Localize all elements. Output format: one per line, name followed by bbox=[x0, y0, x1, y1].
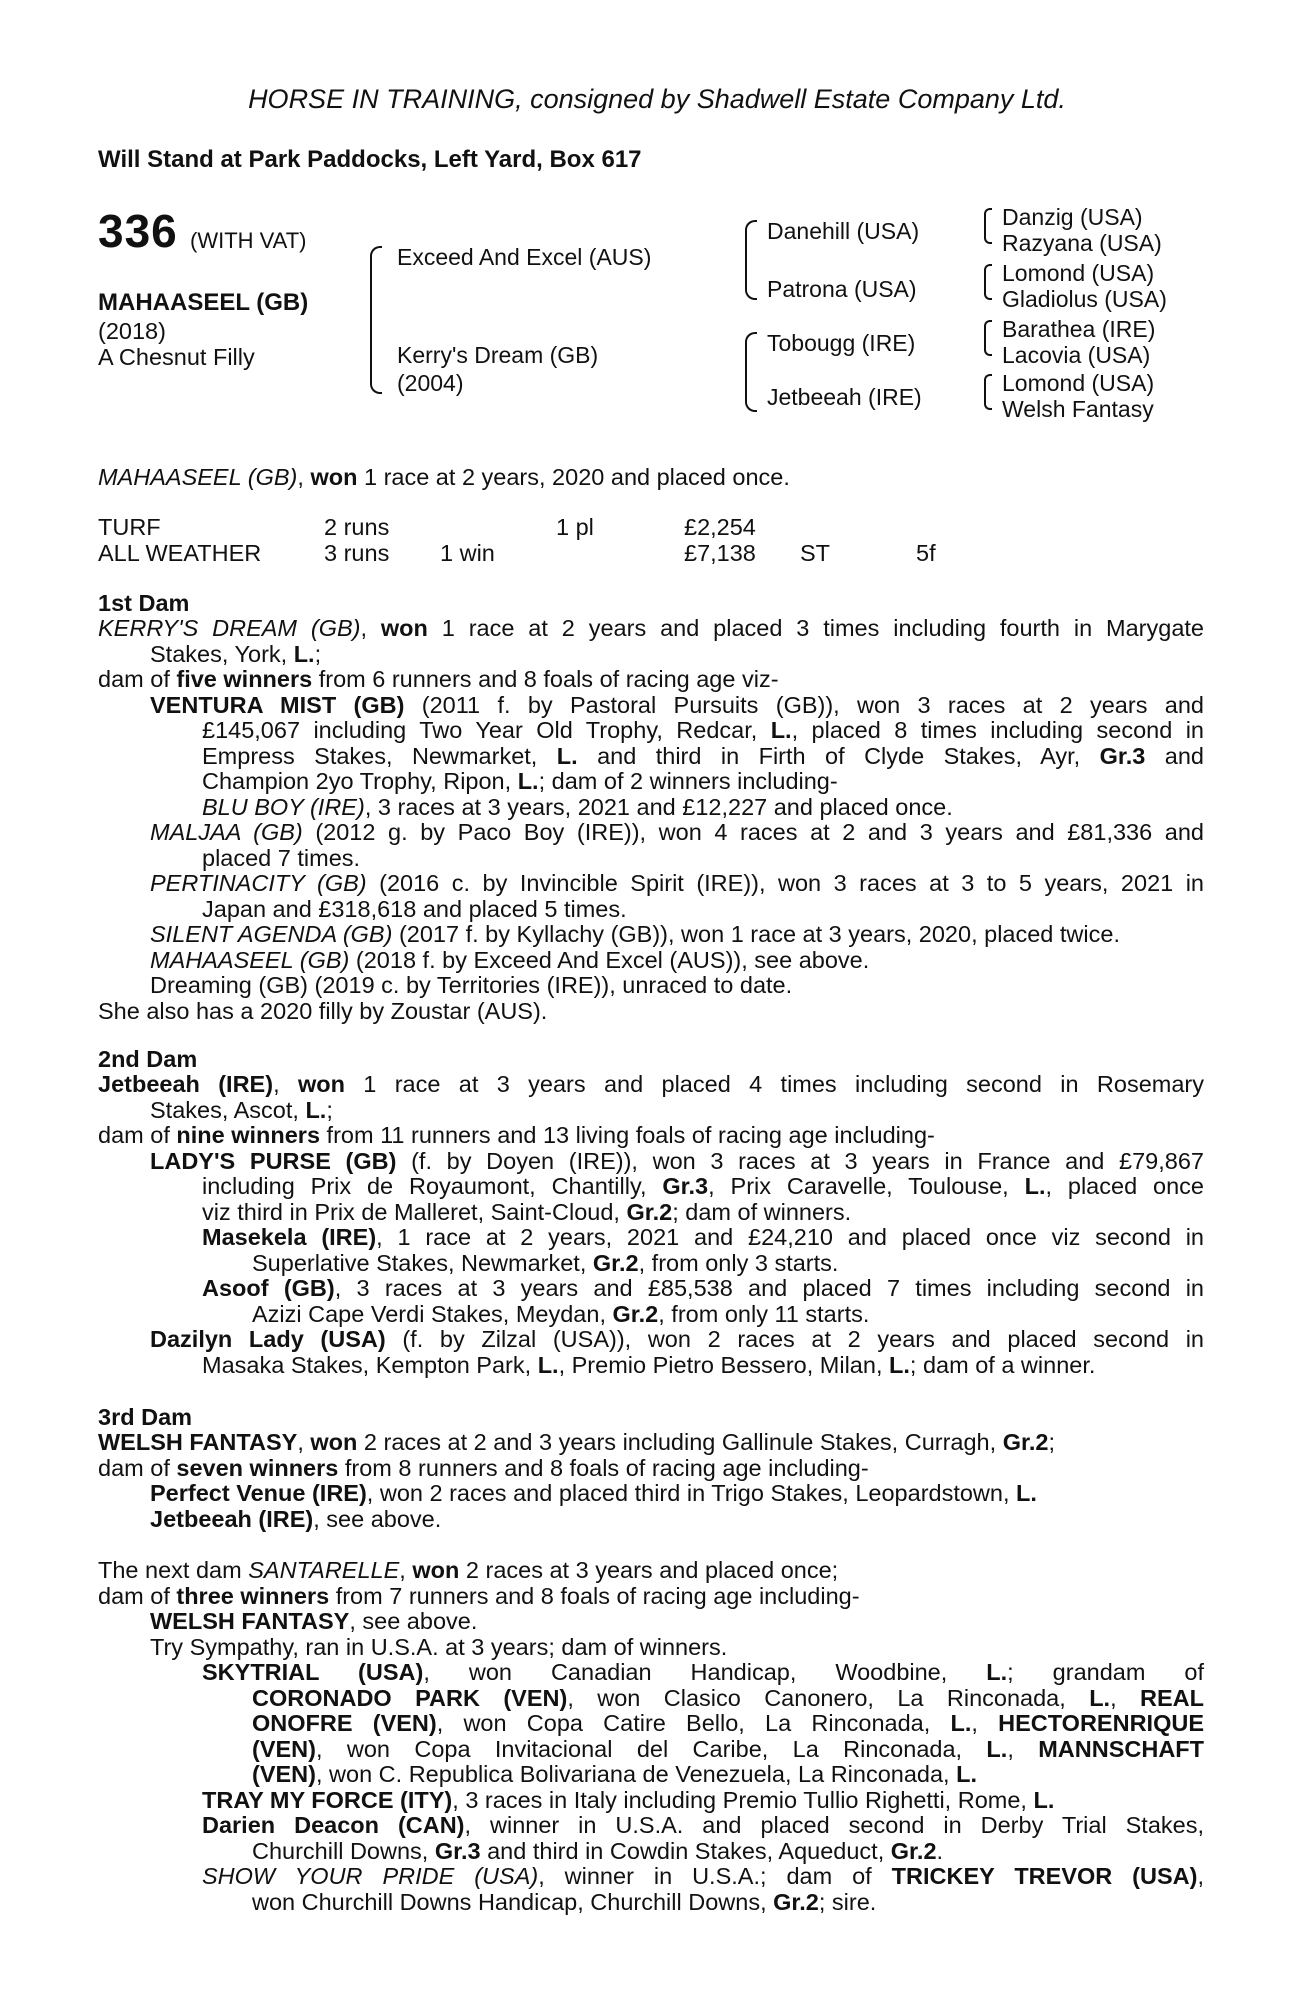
text-run: , from only 3 starts. bbox=[638, 1249, 839, 1276]
second-dam-line bbox=[150, 1327, 1204, 1353]
text-run: from 7 runners and 8 foals of racing age including- bbox=[329, 1582, 860, 1609]
first-dam-line bbox=[150, 922, 1204, 948]
text-run: ; bbox=[314, 640, 322, 667]
bold-text: L. bbox=[1016, 1480, 1037, 1506]
bold-text: Dazilyn Lady (USA) bbox=[150, 1326, 386, 1352]
first-dam-heading: 1st Dam bbox=[98, 590, 190, 616]
first-dam-line bbox=[150, 948, 1204, 974]
ggparent-7: Lomond (USA) bbox=[1002, 370, 1155, 396]
bold-text: HECTORENRIQUE bbox=[998, 1710, 1205, 1736]
third-dam-line bbox=[98, 1430, 1204, 1456]
text-run: ; bbox=[326, 1096, 333, 1123]
bold-text: LADY'S PURSE (GB) bbox=[150, 1147, 397, 1174]
bold-text: Gr.2 bbox=[612, 1300, 659, 1327]
text-run: , won Clasico Canonero, La Rinconada, bbox=[567, 1684, 1090, 1711]
text-run: 1 race at 3 years and placed 4 times including second in Rosemary bbox=[344, 1071, 1204, 1097]
text-run: , bbox=[399, 1557, 413, 1583]
stand-location: Will Stand at Park Paddocks, Left Yard, Box 617 bbox=[98, 146, 642, 173]
sire-dam: Patrona (USA) bbox=[767, 276, 917, 302]
bold-text: L. bbox=[305, 1096, 327, 1123]
first-dam-line: She also has a 2020 filly by Zoustar (AUS). bbox=[98, 997, 548, 1024]
third-dam-line bbox=[98, 1456, 1204, 1482]
text-run: viz third in Prix de Malleret, Saint-Cloud, bbox=[202, 1198, 627, 1225]
text-run: , placed once bbox=[1045, 1173, 1204, 1199]
bold-text: L. bbox=[556, 742, 578, 769]
text-run: dam of bbox=[98, 1454, 177, 1481]
bold-text: seven winners bbox=[176, 1454, 339, 1481]
text-run: ; grandam of bbox=[1007, 1659, 1205, 1685]
ggparent-6: Lacovia (USA) bbox=[1002, 342, 1151, 368]
text-run: , see above. bbox=[349, 1608, 478, 1634]
italic-text: PERTINACITY (GB) bbox=[150, 870, 367, 896]
bold-text: three winners bbox=[176, 1582, 330, 1609]
next-dam-line bbox=[98, 1584, 1204, 1610]
second-dam-section bbox=[98, 1072, 1204, 1378]
bold-text: TRICKEY TREVOR (USA) bbox=[891, 1863, 1198, 1889]
second-dam-line bbox=[202, 1276, 1204, 1302]
text-run: The next dam bbox=[98, 1557, 249, 1583]
bold-text: Perfect Venue (IRE) bbox=[150, 1480, 367, 1506]
text-run: , see above. bbox=[313, 1505, 442, 1532]
bold-text: L. bbox=[986, 1735, 1008, 1762]
text-run: (2018 f. by Exceed And Excel (AUS)), see above. bbox=[349, 946, 870, 973]
text-run: (2016 c. by Invincible Spirit (IRE)), won 3 races at 3 to 5 years, 2021 in bbox=[366, 870, 1204, 896]
dam-dam: Jetbeeah (IRE) bbox=[767, 384, 922, 410]
next-dam-line bbox=[98, 1558, 1204, 1584]
second-dam-line bbox=[98, 1072, 1204, 1098]
row-aw-surface: ALL WEATHER bbox=[98, 540, 262, 566]
row-turf-surface: TURF bbox=[98, 514, 161, 540]
bold-text: REAL bbox=[1140, 1684, 1204, 1711]
second-dam-line bbox=[202, 1174, 1204, 1200]
ggparent-3: Lomond (USA) bbox=[1002, 260, 1155, 286]
bold-text: L. bbox=[1089, 1684, 1111, 1711]
bold-text: L. bbox=[1024, 1173, 1046, 1199]
first-dam-line bbox=[150, 871, 1204, 897]
text-run: dam of bbox=[98, 1582, 177, 1609]
text-run: 1 race at 2 years and placed 3 times including fourth in Marygate bbox=[427, 615, 1204, 641]
text-run: , bbox=[273, 1071, 298, 1097]
first-dam-line bbox=[150, 820, 1204, 846]
second-dam-line bbox=[202, 1353, 1204, 1379]
first-dam-line bbox=[98, 616, 1204, 642]
text-run: , 3 races at 3 years and £85,538 and placed 7 times including second in bbox=[334, 1275, 1204, 1301]
next-dam-line bbox=[252, 1737, 1204, 1763]
text-run: 2 races at 2 and 3 years including Gallinule Stakes, Curragh, bbox=[357, 1429, 1003, 1455]
third-dam-line bbox=[150, 1481, 1204, 1507]
next-dam-line bbox=[202, 1813, 1204, 1839]
bold-text: ONOFRE (VEN) bbox=[252, 1710, 437, 1736]
bold-text: Gr.2 bbox=[773, 1888, 819, 1915]
text-run: from 6 runners and 8 foals of racing age viz- bbox=[312, 666, 779, 692]
text-run: , 3 races at 3 years, 2021 and £12,227 and placed once. bbox=[364, 793, 953, 820]
catalogue-title: HORSE IN TRAINING, consigned by Shadwell Estate Company Ltd. bbox=[248, 84, 1066, 114]
bold-text: L. bbox=[517, 768, 539, 794]
next-dam-line bbox=[202, 1660, 1204, 1686]
next-dam-line bbox=[150, 1609, 1204, 1635]
pedigree-brace-parents bbox=[370, 246, 382, 394]
text-run: , bbox=[297, 1429, 311, 1455]
bold-text: Jetbeeah (IRE) bbox=[98, 1071, 274, 1097]
text-run: Empress Stakes, Newmarket, bbox=[202, 742, 557, 769]
second-dam-line bbox=[202, 1225, 1204, 1251]
row-aw-distance: 5f bbox=[916, 540, 936, 566]
text-run: , winner in U.S.A. and placed second in Derby Trial Stakes, bbox=[464, 1812, 1204, 1838]
bold-text: Darien Deacon (CAN) bbox=[202, 1812, 465, 1838]
text-run: , won Copa Invitacional del Caribe, La Rinconada, bbox=[315, 1735, 987, 1762]
text-run: , Premio Pietro Bessero, Milan, bbox=[558, 1351, 890, 1378]
bold-text: SKYTRIAL (USA) bbox=[202, 1659, 424, 1685]
bold-text: TRAY MY FORCE (ITY) bbox=[202, 1786, 453, 1813]
first-dam-line bbox=[98, 667, 1204, 693]
text-run: , 3 races in Italy including Premio Tullio Righetti, Rome, bbox=[452, 1786, 1034, 1813]
second-dam-heading: 2nd Dam bbox=[98, 1046, 198, 1072]
text-run: , won Canadian Handicap, Woodbine, bbox=[423, 1659, 987, 1685]
text-run: , bbox=[1007, 1735, 1039, 1762]
text-run: (2012 g. by Paco Boy (IRE)), won 4 races at 2 and 3 years and £81,336 and bbox=[302, 819, 1204, 845]
text-run: won Churchill Downs Handicap, Churchill Downs, bbox=[252, 1888, 774, 1915]
second-dam-line bbox=[202, 1200, 1204, 1226]
next-dam-line bbox=[252, 1711, 1204, 1737]
bold-text: won bbox=[412, 1557, 460, 1583]
third-dam-heading: 3rd Dam bbox=[98, 1404, 193, 1430]
row-aw-track: ST bbox=[800, 540, 831, 566]
row-aw-runs: 3 runs bbox=[324, 540, 390, 566]
text-run: dam of bbox=[98, 1122, 177, 1148]
text-run: , 1 race at 2 years, 2021 and £24,210 and placed once viz second in bbox=[376, 1224, 1204, 1250]
text-run: , bbox=[1197, 1863, 1204, 1889]
sire-sire: Danehill (USA) bbox=[767, 218, 920, 244]
text-run: ; sire. bbox=[818, 1888, 877, 1915]
bold-text: WELSH FANTASY bbox=[150, 1608, 350, 1634]
text-run: Masaka Stakes, Kempton Park, bbox=[202, 1351, 538, 1378]
text-run: Champion 2yo Trophy, Ripon, bbox=[202, 768, 518, 794]
pedigree-brace-sire bbox=[745, 220, 757, 300]
next-dam-line: Try Sympathy, ran in U.S.A. at 3 years; dam of winners. bbox=[150, 1633, 728, 1660]
text-run: dam of bbox=[98, 666, 177, 692]
first-dam-line: Dreaming (GB) (2019 c. by Territories (IRE)), unraced to date. bbox=[150, 972, 793, 998]
bold-text: Gr.2 bbox=[1002, 1429, 1049, 1455]
text-run: (f. by Zilzal (USA)), won 2 races at 2 years and placed second in bbox=[385, 1326, 1205, 1352]
bold-text: CORONADO PARK (VEN) bbox=[252, 1684, 568, 1711]
second-dam-line bbox=[252, 1251, 1204, 1277]
second-dam-line bbox=[150, 1149, 1204, 1175]
text-run: , bbox=[971, 1710, 999, 1736]
text-run: and bbox=[1145, 742, 1204, 769]
row-turf-runs: 2 runs bbox=[324, 514, 390, 540]
bold-text: L. bbox=[986, 1659, 1008, 1685]
bold-text: L. bbox=[950, 1710, 972, 1736]
ggparent-8: Welsh Fantasy bbox=[1002, 396, 1154, 422]
first-dam-line bbox=[98, 642, 1204, 668]
dam-year: (2004) bbox=[397, 370, 464, 396]
pedigree-brace-dam bbox=[745, 332, 757, 412]
text-run: , Prix Caravelle, Toulouse, bbox=[708, 1173, 1025, 1199]
text-run: Stakes, Ascot, bbox=[150, 1096, 306, 1123]
text-run: , won Copa Catire Bello, La Rinconada, bbox=[436, 1710, 951, 1736]
ggparent-1: Danzig (USA) bbox=[1002, 204, 1143, 230]
italic-text: MALJAA (GB) bbox=[150, 819, 303, 845]
text-run: , from only 11 starts. bbox=[658, 1300, 870, 1327]
bold-text: VENTURA MIST (GB) bbox=[150, 691, 405, 718]
vat-note: (WITH VAT) bbox=[190, 228, 307, 253]
first-dam-line bbox=[202, 718, 1204, 744]
italic-text: SANTARELLE bbox=[248, 1557, 400, 1583]
bold-text: Gr.3 bbox=[662, 1173, 709, 1199]
bold-text: (VEN) bbox=[252, 1735, 316, 1762]
text-run: , winner in U.S.A.; dam of bbox=[538, 1863, 892, 1889]
text-run: . bbox=[936, 1837, 944, 1864]
text-run: (2011 f. by Pastoral Pursuits (GB)), won 3 races at 2 years and bbox=[404, 691, 1204, 718]
text-run: £145,067 including Two Year Old Trophy, Redcar, bbox=[202, 717, 771, 743]
bold-text: won bbox=[310, 1429, 358, 1455]
italic-text: KERRY'S DREAM (GB) bbox=[98, 615, 361, 641]
text-run: , placed 8 times including second in bbox=[791, 717, 1204, 743]
bold-text: WELSH FANTASY bbox=[98, 1429, 298, 1455]
next-dam-line bbox=[202, 1864, 1204, 1890]
text-run: Churchill Downs, bbox=[252, 1837, 435, 1864]
pedigree-brace-g2 bbox=[984, 264, 992, 300]
bold-text: Jetbeeah (IRE) bbox=[150, 1505, 314, 1532]
record-summary-text: 1 race at 2 years, 2020 and placed once. bbox=[363, 464, 790, 490]
text-run: Superlative Stakes, Newmarket, bbox=[252, 1249, 593, 1276]
next-dam-line bbox=[252, 1839, 1204, 1865]
first-dam-line bbox=[202, 769, 1204, 795]
second-dam-line bbox=[98, 1098, 1204, 1124]
text-run: from 11 runners and 13 living foals of racing age including- bbox=[320, 1122, 935, 1148]
bold-text: L. bbox=[889, 1351, 910, 1378]
bold-text: Gr.2 bbox=[626, 1198, 673, 1225]
bold-text: L. bbox=[293, 640, 315, 667]
text-run: ; dam of a winner. bbox=[909, 1351, 1096, 1378]
text-run: from 8 runners and 8 foals of racing age including- bbox=[338, 1454, 869, 1481]
text-run: and third in Cowdin Stakes, Aqueduct, bbox=[480, 1837, 891, 1864]
row-aw-wins: 1 win bbox=[440, 540, 495, 566]
second-dam-line bbox=[252, 1302, 1204, 1328]
bold-text: L. bbox=[770, 717, 792, 743]
ggparent-2: Razyana (USA) bbox=[1002, 230, 1162, 256]
third-dam-section bbox=[98, 1430, 1204, 1532]
italic-text: SILENT AGENDA (GB) bbox=[150, 921, 393, 947]
bold-text: Gr.2 bbox=[890, 1837, 937, 1864]
pedigree-brace-g1 bbox=[984, 208, 992, 244]
dam: Kerry's Dream (GB) bbox=[397, 342, 599, 368]
text-run: , bbox=[1110, 1684, 1141, 1711]
text-run: (2017 f. by Kyllachy (GB)), won 1 race at 3 years, 2020, placed twice. bbox=[392, 921, 1120, 947]
text-run: ; dam of 2 winners including- bbox=[538, 768, 838, 794]
bold-text: won bbox=[380, 615, 428, 641]
third-dam-line bbox=[150, 1507, 1204, 1533]
italic-text: BLU BOY (IRE) bbox=[202, 793, 365, 820]
lot-number: 336 bbox=[98, 205, 178, 257]
pedigree-brace-g3 bbox=[984, 320, 992, 356]
text-run: ; bbox=[1048, 1429, 1055, 1455]
bold-text: Gr.3 bbox=[1099, 742, 1146, 769]
text-run: , won C. Republica Bolivariana de Venezuela, La Rinconada, bbox=[315, 1761, 957, 1787]
bold-text: Asoof (GB) bbox=[202, 1275, 335, 1301]
bold-text: nine winners bbox=[176, 1122, 321, 1148]
text-run: , won 2 races and placed third in Trigo Stakes, Leopardstown, bbox=[366, 1480, 1017, 1506]
first-dam-line: Japan and £318,618 and placed 5 times. bbox=[202, 895, 627, 922]
record-won: won bbox=[310, 464, 358, 490]
row-aw-prize: £7,138 bbox=[684, 540, 756, 566]
row-turf-places: 1 pl bbox=[556, 514, 594, 540]
text-run: Stakes, York, bbox=[150, 640, 294, 667]
first-dam-line bbox=[202, 795, 1204, 821]
record-horse-name: MAHAASEEL (GB) bbox=[98, 464, 298, 490]
ggparent-4: Gladiolus (USA) bbox=[1002, 286, 1167, 312]
bold-text: Gr.2 bbox=[592, 1249, 639, 1276]
next-dam-line bbox=[202, 1788, 1204, 1814]
horse-description: A Chesnut Filly bbox=[98, 344, 255, 370]
pedigree-brace-g4 bbox=[984, 374, 992, 410]
italic-text: MAHAASEEL (GB) bbox=[150, 946, 350, 973]
first-dam-section bbox=[98, 616, 1204, 1024]
bold-text: Gr.3 bbox=[434, 1837, 481, 1864]
text-run: (f. by Doyen (IRE)), won 3 races at 3 years in France and £79,867 bbox=[396, 1147, 1204, 1174]
second-dam-line bbox=[98, 1123, 1204, 1149]
text-run: Azizi Cape Verdi Stakes, Meydan, bbox=[252, 1300, 613, 1327]
first-dam-line bbox=[202, 744, 1204, 770]
race-record-summary: MAHAASEEL (GB), won 1 race at 2 years, 2020 and placed once. bbox=[98, 464, 790, 490]
bold-text: L. bbox=[537, 1351, 559, 1378]
bold-text: MANNSCHAFT bbox=[1038, 1735, 1205, 1762]
bold-text: Masekela (IRE) bbox=[202, 1224, 377, 1250]
horse-name: MAHAASEEL (GB) bbox=[98, 289, 309, 316]
text-run: ; dam of winners. bbox=[672, 1198, 852, 1225]
ggparent-5: Barathea (IRE) bbox=[1002, 316, 1156, 342]
bold-text: (VEN) bbox=[252, 1761, 316, 1787]
next-dam-section bbox=[98, 1558, 1204, 1915]
bold-text: L. bbox=[956, 1761, 978, 1787]
dam-sire: Tobougg (IRE) bbox=[767, 330, 916, 356]
text-run: , bbox=[360, 615, 381, 641]
text-run: 2 races at 3 years and placed once; bbox=[459, 1557, 839, 1583]
sire: Exceed And Excel (AUS) bbox=[397, 244, 652, 270]
bold-text: won bbox=[297, 1071, 345, 1097]
first-dam-line: placed 7 times. bbox=[202, 844, 361, 871]
next-dam-line bbox=[252, 1762, 1204, 1788]
bold-text: five winners bbox=[176, 666, 313, 692]
bold-text: L. bbox=[1033, 1786, 1055, 1813]
text-run: including Prix de Royaumont, Chantilly, bbox=[202, 1173, 663, 1199]
next-dam-line bbox=[252, 1890, 1204, 1916]
italic-text: SHOW YOUR PRIDE (USA) bbox=[202, 1863, 539, 1889]
horse-year: (2018) bbox=[98, 318, 166, 344]
next-dam-line bbox=[252, 1686, 1204, 1712]
text-run: and third in Firth of Clyde Stakes, Ayr, bbox=[577, 742, 1100, 769]
first-dam-line bbox=[150, 693, 1204, 719]
row-turf-prize: £2,254 bbox=[684, 514, 756, 540]
